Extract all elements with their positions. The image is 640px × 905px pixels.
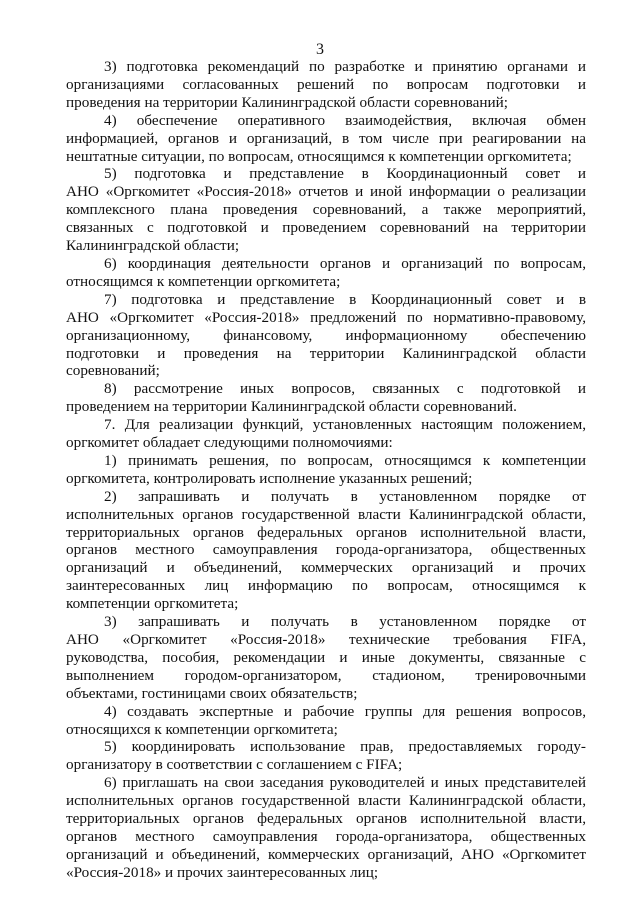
text-line: выполнением городом-организатором, стадионом, тренировочными (66, 666, 586, 684)
text-line: подготовки и проведения на территории Калининградской области (66, 344, 586, 362)
text-line: нештатные ситуации, по вопросам, относящимся к компетенции оргкомитета; (66, 147, 572, 165)
text-line: соревнований; (66, 362, 160, 380)
text-line: информацией, органов и организаций, в том числе при реагировании на (66, 129, 586, 147)
text-line: организаций и объединений, коммерческих организаций, АНО «Оргкомитет (66, 845, 586, 863)
text-line: АНО «Оргкомитет «Россия-2018» технические требования FIFA, (66, 631, 586, 648)
page-number: 3 (316, 41, 324, 58)
text-line: территориальных органов федеральных органов исполнительной власти, (66, 810, 586, 828)
text-line: 4) обеспечение оперативного взаимодействия, включая обмен (104, 111, 586, 129)
text-line: заинтересованных лиц информацию по вопросам, относящимся к (66, 577, 586, 595)
text-line: 5) подготовка и представление в Координационный совет и (104, 165, 586, 183)
text-line: 6) приглашать на свои заседания руководителей и иных представителей (104, 774, 586, 792)
text-line: руководства, пособия, рекомендации и иные документы, связанные с (66, 648, 586, 666)
text-line: оргкомитет обладает следующими полномочиями: (66, 434, 393, 452)
text-line: 7. Для реализации функций, установленных настоящим положением, (104, 416, 586, 434)
text-line: оргкомитета, контролировать исполнение указанных решений; (66, 469, 473, 487)
text-line: относящихся к компетенции оргкомитета; (66, 720, 338, 738)
text-line: 8) рассмотрение иных вопросов, связанных с подготовкой и (104, 380, 586, 398)
text-line: 2) запрашивать и получать в установленном порядке от (104, 487, 586, 505)
text-line: территориальных органов федеральных органов исполнительной власти, (66, 523, 586, 541)
text-line: органов местного самоуправления города-организатора, общественных (66, 827, 586, 845)
text-line: 1) принимать решения, по вопросам, относящимся к компетенции (104, 451, 586, 469)
text-line: проведением на территории Калининградской области соревнований. (66, 398, 517, 416)
text-line: 6) координация деятельности органов и организаций по вопросам, (104, 254, 586, 272)
text-line: «Россия-2018» и прочих заинтересованных лиц; (66, 863, 379, 881)
text-line: организациями согласованных решений по вопросам подготовки и (66, 75, 586, 93)
text-line: исполнительных органов государственной власти Калининградской области, (66, 792, 586, 810)
text-line: организаций и объединений, коммерческих организаций и прочих (66, 559, 586, 577)
text-line: 4) создавать экспертные и рабочие группы для решения вопросов, (104, 702, 586, 720)
text-line: связанных с подготовкой и проведением соревнований на территории (66, 219, 586, 237)
text-line: относящимся к компетенции оргкомитета; (66, 272, 341, 290)
text-line: 7) подготовка и представление в Координационный совет и в (104, 290, 586, 308)
text-line: 3) подготовка рекомендаций по разработке и принятию органами и (104, 58, 586, 75)
document-body (66, 58, 586, 882)
text-line: 3) запрашивать и получать в установленном порядке от (104, 613, 586, 631)
text-line: 5) координировать использование прав, предоставляемых городу- (104, 738, 586, 756)
text-line: объектами, гостиницами своих обязательств; (66, 684, 358, 702)
text-line: АНО «Оргкомитет «Россия-2018» отчетов и иной информации о реализации (66, 183, 586, 201)
text-line: организационному, финансовому, информационному обеспечению (66, 326, 586, 344)
text-line: организатору в соответствии с соглашением с FIFA; (66, 756, 403, 774)
text-line: компетенции оргкомитета; (66, 595, 239, 613)
text-line: исполнительных органов государственной власти Калининградской области, (66, 505, 586, 523)
text-line: органов местного самоуправления города-организатора, общественных (66, 541, 586, 559)
text-line: комплексного плана проведения соревнований, а также мероприятий, (66, 201, 586, 219)
text-line: АНО «Оргкомитет «Россия-2018» предложений по нормативно-правовому, (66, 308, 586, 326)
text-line: проведения на территории Калининградской области соревнований; (66, 93, 508, 111)
text-line: Калининградской области; (66, 237, 240, 255)
